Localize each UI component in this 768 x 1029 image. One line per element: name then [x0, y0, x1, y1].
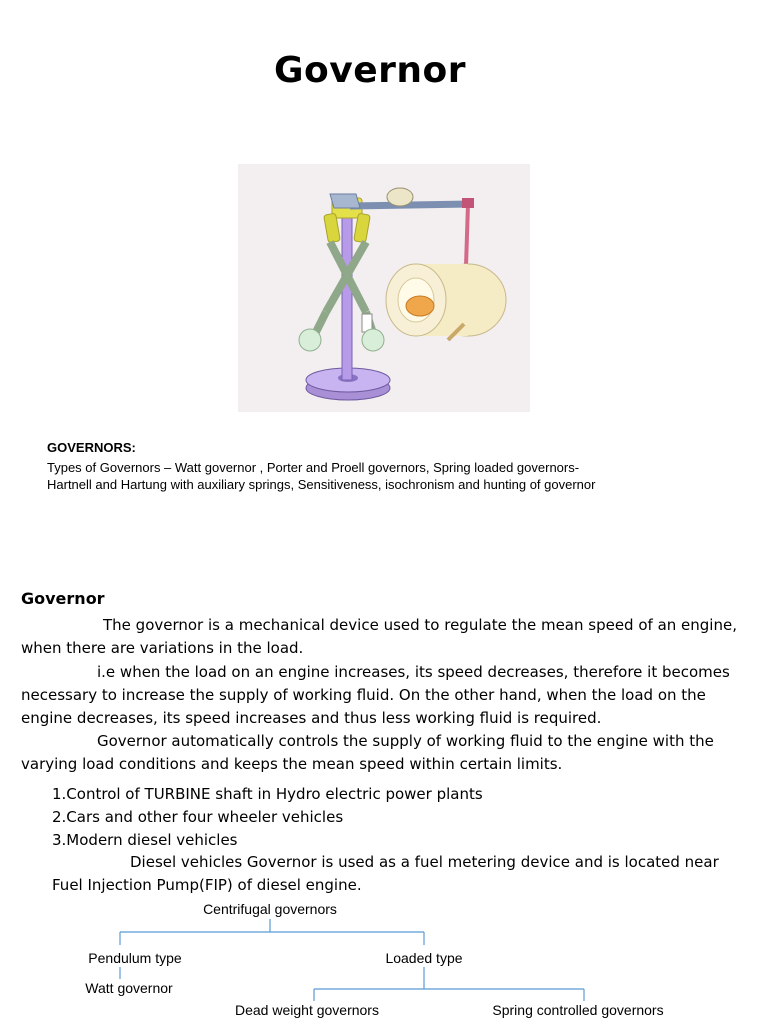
governor-types-text: [47, 459, 747, 493]
governors-heading: GOVERNORS:: [47, 440, 136, 455]
application-item: 2.Cars and other four wheeler vehicles: [52, 808, 344, 826]
section-heading: Governor: [21, 589, 105, 608]
governor-types-line-1: Types of Governors – Watt governor , Porter and Proell governors, Spring loaded governors-: [47, 460, 580, 475]
application-item: 3.Modern diesel vehicles: [52, 831, 238, 849]
flyball-right: [362, 329, 384, 351]
node-watt-governor: Watt governor: [85, 980, 173, 996]
node-loaded-type: Loaded type: [385, 950, 463, 966]
classification-diagram: [0, 895, 768, 1024]
definition-paragraph: The governor is a mechanical device used to regulate the mean speed of an engine, when there are variations in the load.: [21, 616, 737, 657]
control-paragraph: Governor automatically controls the supply of working fluid to the engine with the varying load conditions and keeps the mean speed within certain limits.: [21, 732, 714, 773]
node-spring-controlled-governors: Spring controlled governors: [492, 1002, 664, 1018]
node-centrifugal-governors: Centrifugal governors: [203, 901, 337, 917]
page-title: Governor: [273, 50, 467, 91]
node-dead-weight-governors: Dead weight governors: [235, 1002, 379, 1018]
pivot-nut: [387, 188, 413, 206]
lever-arm: [350, 204, 470, 206]
application-item: 1.Control of TURBINE shaft in Hydro electric power plants: [52, 785, 483, 803]
node-pendulum-type: Pendulum type: [88, 950, 182, 966]
diesel-note-paragraph: Diesel vehicles Governor is used as a fuel metering device and is located near Fuel Injection Pump(FIP) of diesel engine.: [52, 853, 719, 894]
spindle: [342, 208, 352, 380]
load-explanation-paragraph: i.e when the load on an engine increases, its speed decreases, therefore it becomes necessary to increase the supply of working fluid. On the other hand, when the load on the engine decreases, its speed increases and thus less working fluid is required.: [21, 663, 730, 727]
governor-types-line-2: Hartnell and Hartung with auxiliary springs, Sensitiveness, isochronism and hunting of governor: [47, 477, 596, 492]
governor-illustration: [238, 164, 530, 412]
flyball-left: [299, 329, 321, 351]
